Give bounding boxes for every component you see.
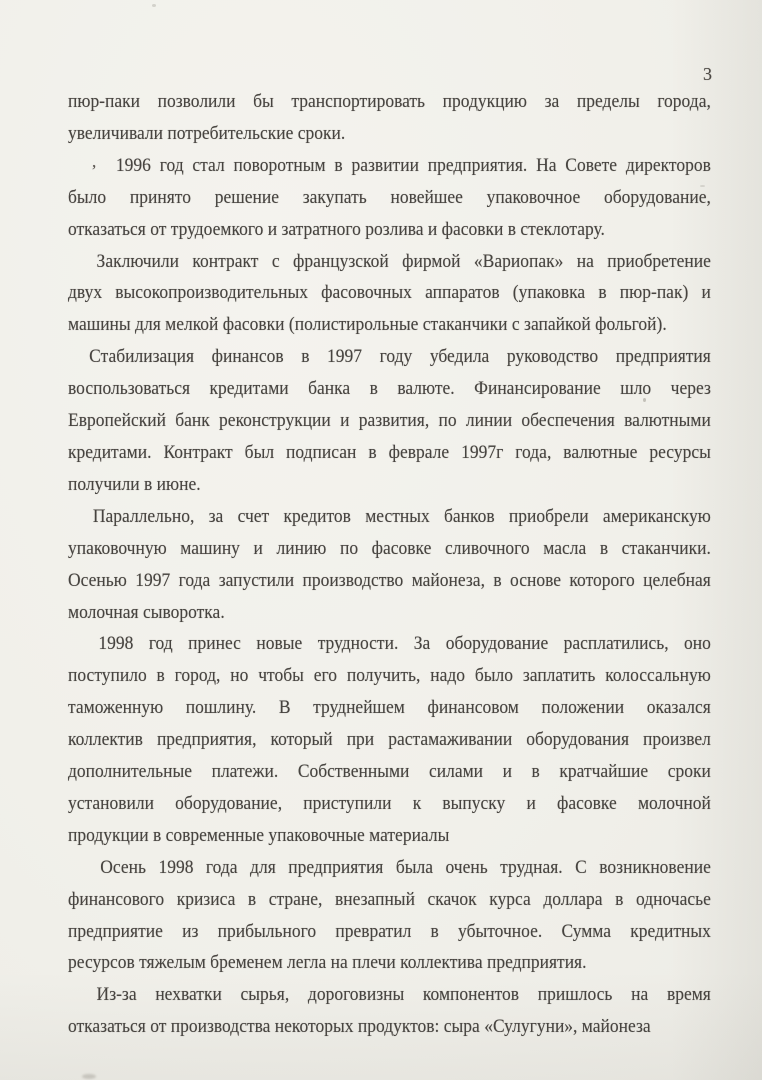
text-line: Заключили контракт с французской фирмой «Вариопак» на приобретение — [96, 250, 711, 272]
text-line: Стабилизация финансов в 1997 году убедила руководство предприятия — [89, 346, 711, 368]
text-line: двух высокопроизводительных фасовочных аппаратов (упаковка в пюр-пак) и — [68, 282, 711, 304]
text-line: отказаться от производства некоторых продуктов: сыра «Сулугуни», майонеза — [68, 1016, 651, 1038]
scan-speck — [152, 4, 156, 7]
text-line: ресурсов тяжелым бременем легла на плечи коллектива предприятия. — [68, 952, 587, 974]
text-line: финансового кризиса в стране, внезапный скачок курса доллара в одночасье — [68, 888, 711, 910]
text-line: Осень 1998 года для предприятия была очень трудная. С возникновение — [100, 856, 711, 878]
text-line: продукции в современные упаковочные материалы — [68, 824, 450, 846]
text-line: Из-за нехватки сырья, дороговизны компонентов пришлось на время — [96, 984, 711, 1006]
text-line: упаковочную машину и линию по фасовке сливочного масла в стаканчики. — [68, 537, 711, 559]
text-line: дополнительные платежи. Собственными силами и в кратчайшие сроки — [68, 761, 711, 783]
text-line: Параллельно, за счет кредитов местных банков приобрели американскую — [92, 505, 711, 527]
text-line: отказаться от трудоемкого и затратного розлива и фасовки в стеклотару. — [68, 218, 605, 240]
text-line: установили оборудование, приступили к выпуску и фасовке молочной — [68, 792, 711, 814]
text-line: Европейский банк реконструкции и развития, по линии обеспечения валютными — [68, 410, 711, 432]
page-number: 3 — [703, 64, 712, 84]
text-line: получили в июне. — [68, 473, 201, 495]
text-line: воспользоваться кредитами банка в валюте. Финансирование шло через — [68, 378, 711, 400]
text-line: машины для мелкой фасовки (полистирольные стаканчики с запайкой фольгой). — [68, 314, 667, 336]
document-body — [68, 86, 711, 1043]
text-line: пюр-паки позволили бы транспортировать продукцию за пределы города, — [68, 91, 711, 112]
text-line: кредитами. Контракт был подписан в феврале 1997г года, валютные ресурсы — [68, 441, 711, 463]
text-line: 1998 год принес новые трудности. За оборудование расплатились, оно — [98, 633, 711, 655]
text-line: Осенью 1997 года запустили производство майонеза, в основе которого целебная — [68, 569, 711, 591]
text-line: таможенную пошлину. В труднейшем финансовом положении оказался — [68, 697, 711, 719]
text-line: молочная сыворотка. — [68, 601, 225, 623]
text-line: поступило в город, но чтобы его получить, надо было заплатить колоссальную — [68, 665, 711, 687]
text-line: предприятие из прибыльного превратил в убыточное. Сумма кредитных — [68, 920, 711, 942]
text-line: увеличивали потребительские сроки. — [68, 122, 346, 144]
text-line: коллектив предприятия, который при растамаживании оборудования произвел — [68, 729, 711, 751]
scan-smudge — [82, 1074, 96, 1079]
text-line: 1996 год стал поворотным в развитии предприятия. На Совете директоров — [115, 154, 711, 176]
text-line: было принято решение закупать новейшее упаковочное оборудование, — [68, 186, 711, 208]
scan-artifact-mark: , — [92, 152, 97, 171]
